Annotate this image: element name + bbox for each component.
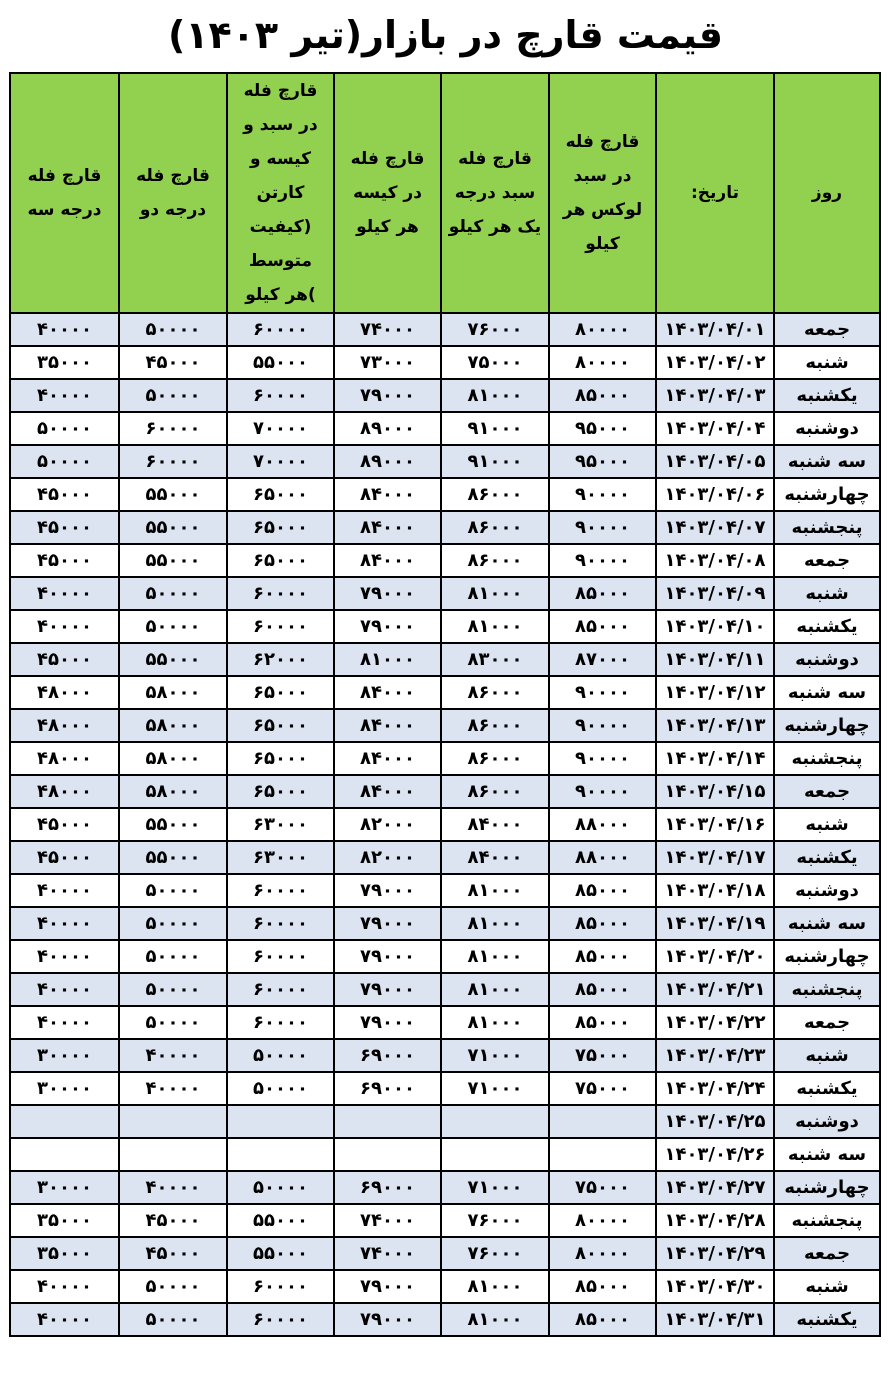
cell-lux: ۸۵۰۰۰ (549, 610, 656, 643)
cell-date: ۱۴۰۳/۰۴/۱۴ (656, 742, 774, 775)
cell-bag: ۸۴۰۰۰ (334, 544, 441, 577)
cell-grade2: ۵۵۰۰۰ (119, 511, 227, 544)
cell-grade3: ۴۰۰۰۰ (10, 1270, 119, 1303)
cell-day: سه شنبه (774, 1138, 880, 1171)
cell-date: ۱۴۰۳/۰۴/۲۴ (656, 1072, 774, 1105)
cell-grade1: ۸۱۰۰۰ (441, 577, 549, 610)
cell-grade2: ۶۰۰۰۰ (119, 412, 227, 445)
cell-date: ۱۴۰۳/۰۴/۲۳ (656, 1039, 774, 1072)
table-row (10, 1204, 880, 1237)
cell-bag: ۷۹۰۰۰ (334, 1006, 441, 1039)
cell-date: ۱۴۰۳/۰۴/۲۹ (656, 1237, 774, 1270)
cell-grade1: ۸۱۰۰۰ (441, 973, 549, 1006)
cell-lux: ۸۰۰۰۰ (549, 1204, 656, 1237)
cell-grade1: ۸۴۰۰۰ (441, 841, 549, 874)
cell-day: پنجشنبه (774, 511, 880, 544)
cell-grade1: ۸۱۰۰۰ (441, 1270, 549, 1303)
cell-bag (334, 1138, 441, 1171)
cell-grade1: ۸۱۰۰۰ (441, 940, 549, 973)
cell-date: ۱۴۰۳/۰۴/۲۵ (656, 1105, 774, 1138)
table-row (10, 742, 880, 775)
cell-lux: ۸۸۰۰۰ (549, 841, 656, 874)
cell-lux: ۸۰۰۰۰ (549, 313, 656, 346)
cell-grade3 (10, 1105, 119, 1138)
cell-day: دوشنبه (774, 643, 880, 676)
cell-grade2: ۵۵۰۰۰ (119, 643, 227, 676)
cell-carton: ۵۵۰۰۰ (227, 346, 334, 379)
table-row (10, 379, 880, 412)
cell-carton: ۶۵۰۰۰ (227, 709, 334, 742)
header-bag: قارچ فله در کیسه هر کیلو (334, 73, 441, 313)
table-row (10, 577, 880, 610)
cell-lux: ۸۵۰۰۰ (549, 907, 656, 940)
cell-day: پنجشنبه (774, 973, 880, 1006)
cell-bag: ۸۴۰۰۰ (334, 511, 441, 544)
cell-grade3 (10, 1138, 119, 1171)
cell-lux: ۹۰۰۰۰ (549, 775, 656, 808)
cell-bag: ۸۴۰۰۰ (334, 742, 441, 775)
cell-grade3: ۴۰۰۰۰ (10, 907, 119, 940)
cell-date: ۱۴۰۳/۰۴/۲۲ (656, 1006, 774, 1039)
cell-grade2 (119, 1105, 227, 1138)
cell-date: ۱۴۰۳/۰۴/۲۰ (656, 940, 774, 973)
cell-carton: ۶۳۰۰۰ (227, 841, 334, 874)
cell-grade2: ۵۰۰۰۰ (119, 379, 227, 412)
header-grade2: قارچ فله درجه دو (119, 73, 227, 313)
cell-grade1: ۹۱۰۰۰ (441, 412, 549, 445)
cell-carton: ۶۰۰۰۰ (227, 1270, 334, 1303)
cell-lux: ۹۰۰۰۰ (549, 544, 656, 577)
cell-date: ۱۴۰۳/۰۴/۰۳ (656, 379, 774, 412)
cell-bag: ۸۱۰۰۰ (334, 643, 441, 676)
cell-date: ۱۴۰۳/۰۴/۲۱ (656, 973, 774, 1006)
cell-carton: ۶۵۰۰۰ (227, 676, 334, 709)
cell-grade1: ۸۳۰۰۰ (441, 643, 549, 676)
cell-bag: ۷۹۰۰۰ (334, 940, 441, 973)
cell-day: دوشنبه (774, 1105, 880, 1138)
cell-carton: ۶۰۰۰۰ (227, 610, 334, 643)
cell-grade1: ۹۱۰۰۰ (441, 445, 549, 478)
cell-lux: ۸۵۰۰۰ (549, 577, 656, 610)
table-row (10, 610, 880, 643)
table-row (10, 346, 880, 379)
cell-lux: ۸۸۰۰۰ (549, 808, 656, 841)
cell-day: شنبه (774, 808, 880, 841)
cell-carton: ۶۳۰۰۰ (227, 808, 334, 841)
cell-date: ۱۴۰۳/۰۴/۲۷ (656, 1171, 774, 1204)
cell-grade2: ۵۰۰۰۰ (119, 874, 227, 907)
cell-date: ۱۴۰۳/۰۴/۱۹ (656, 907, 774, 940)
table-row (10, 973, 880, 1006)
cell-lux: ۷۵۰۰۰ (549, 1072, 656, 1105)
cell-grade3: ۴۵۰۰۰ (10, 511, 119, 544)
cell-lux: ۹۰۰۰۰ (549, 511, 656, 544)
cell-grade1 (441, 1138, 549, 1171)
cell-grade3: ۴۸۰۰۰ (10, 742, 119, 775)
cell-bag: ۸۴۰۰۰ (334, 478, 441, 511)
cell-bag: ۷۹۰۰۰ (334, 1303, 441, 1336)
cell-lux: ۹۵۰۰۰ (549, 412, 656, 445)
cell-date: ۱۴۰۳/۰۴/۳۱ (656, 1303, 774, 1336)
table-header-row (10, 73, 880, 313)
cell-grade1: ۷۱۰۰۰ (441, 1039, 549, 1072)
header-day: روز (774, 73, 880, 313)
cell-grade3: ۴۰۰۰۰ (10, 610, 119, 643)
cell-grade2: ۴۰۰۰۰ (119, 1171, 227, 1204)
cell-day: چهارشنبه (774, 1171, 880, 1204)
cell-grade2: ۵۰۰۰۰ (119, 973, 227, 1006)
cell-grade1: ۸۶۰۰۰ (441, 544, 549, 577)
cell-grade3: ۴۸۰۰۰ (10, 775, 119, 808)
cell-day: جمعه (774, 1237, 880, 1270)
table-row (10, 907, 880, 940)
cell-day: یکشنبه (774, 1072, 880, 1105)
price-table (9, 72, 881, 1337)
cell-day: سه شنبه (774, 907, 880, 940)
cell-grade2: ۴۰۰۰۰ (119, 1072, 227, 1105)
cell-grade2: ۶۰۰۰۰ (119, 445, 227, 478)
cell-carton: ۶۰۰۰۰ (227, 1303, 334, 1336)
cell-grade2: ۵۰۰۰۰ (119, 1303, 227, 1336)
cell-grade3: ۳۵۰۰۰ (10, 346, 119, 379)
cell-date: ۱۴۰۳/۰۴/۰۲ (656, 346, 774, 379)
table-row (10, 1237, 880, 1270)
cell-bag: ۸۹۰۰۰ (334, 412, 441, 445)
table-row (10, 313, 880, 346)
cell-grade2: ۵۵۰۰۰ (119, 478, 227, 511)
cell-date: ۱۴۰۳/۰۴/۰۹ (656, 577, 774, 610)
cell-grade1: ۸۶۰۰۰ (441, 511, 549, 544)
table-row (10, 643, 880, 676)
cell-grade1: ۷۱۰۰۰ (441, 1072, 549, 1105)
cell-carton: ۵۰۰۰۰ (227, 1072, 334, 1105)
cell-bag: ۶۹۰۰۰ (334, 1039, 441, 1072)
cell-bag: ۷۴۰۰۰ (334, 313, 441, 346)
cell-bag: ۷۹۰۰۰ (334, 1270, 441, 1303)
cell-date: ۱۴۰۳/۰۴/۰۴ (656, 412, 774, 445)
cell-bag: ۶۹۰۰۰ (334, 1072, 441, 1105)
cell-grade1: ۸۱۰۰۰ (441, 610, 549, 643)
table-row (10, 1072, 880, 1105)
cell-bag: ۷۹۰۰۰ (334, 577, 441, 610)
cell-bag (334, 1105, 441, 1138)
cell-bag: ۷۹۰۰۰ (334, 973, 441, 1006)
cell-date: ۱۴۰۳/۰۴/۰۶ (656, 478, 774, 511)
cell-day: یکشنبه (774, 379, 880, 412)
table-row (10, 874, 880, 907)
cell-date: ۱۴۰۳/۰۴/۲۸ (656, 1204, 774, 1237)
cell-bag: ۷۴۰۰۰ (334, 1204, 441, 1237)
cell-grade2: ۵۵۰۰۰ (119, 808, 227, 841)
cell-carton: ۶۰۰۰۰ (227, 973, 334, 1006)
cell-date: ۱۴۰۳/۰۴/۰۸ (656, 544, 774, 577)
cell-day: شنبه (774, 346, 880, 379)
cell-grade3: ۴۵۰۰۰ (10, 643, 119, 676)
cell-carton: ۶۰۰۰۰ (227, 874, 334, 907)
cell-grade3: ۴۰۰۰۰ (10, 940, 119, 973)
cell-carton: ۶۰۰۰۰ (227, 577, 334, 610)
table-row (10, 511, 880, 544)
table-row (10, 544, 880, 577)
cell-grade3: ۴۵۰۰۰ (10, 841, 119, 874)
cell-grade3: ۵۰۰۰۰ (10, 412, 119, 445)
cell-grade2: ۵۰۰۰۰ (119, 940, 227, 973)
cell-grade1: ۷۵۰۰۰ (441, 346, 549, 379)
cell-bag: ۷۹۰۰۰ (334, 610, 441, 643)
cell-date: ۱۴۰۳/۰۴/۲۶ (656, 1138, 774, 1171)
cell-grade3: ۴۰۰۰۰ (10, 973, 119, 1006)
cell-carton: ۶۵۰۰۰ (227, 511, 334, 544)
cell-lux: ۸۵۰۰۰ (549, 1303, 656, 1336)
cell-grade2: ۵۸۰۰۰ (119, 742, 227, 775)
cell-carton: ۶۰۰۰۰ (227, 379, 334, 412)
cell-grade1: ۸۶۰۰۰ (441, 709, 549, 742)
cell-grade2: ۵۸۰۰۰ (119, 775, 227, 808)
cell-day: یکشنبه (774, 841, 880, 874)
table-row (10, 709, 880, 742)
cell-carton: ۶۰۰۰۰ (227, 907, 334, 940)
cell-grade1: ۷۱۰۰۰ (441, 1171, 549, 1204)
cell-grade3: ۴۰۰۰۰ (10, 1006, 119, 1039)
cell-day: یکشنبه (774, 1303, 880, 1336)
cell-date: ۱۴۰۳/۰۴/۰۵ (656, 445, 774, 478)
cell-lux: ۷۵۰۰۰ (549, 1171, 656, 1204)
cell-grade1: ۸۱۰۰۰ (441, 874, 549, 907)
cell-day: پنجشنبه (774, 742, 880, 775)
cell-date: ۱۴۰۳/۰۴/۰۱ (656, 313, 774, 346)
cell-bag: ۸۴۰۰۰ (334, 676, 441, 709)
cell-date: ۱۴۰۳/۰۴/۳۰ (656, 1270, 774, 1303)
cell-carton: ۶۲۰۰۰ (227, 643, 334, 676)
cell-carton (227, 1138, 334, 1171)
cell-day: شنبه (774, 1039, 880, 1072)
table-row (10, 808, 880, 841)
cell-carton: ۶۵۰۰۰ (227, 544, 334, 577)
header-lux: قارچ فله در سبد لوکس هر کیلو (549, 73, 656, 313)
cell-date: ۱۴۰۳/۰۴/۱۱ (656, 643, 774, 676)
cell-grade2: ۵۵۰۰۰ (119, 841, 227, 874)
cell-lux: ۹۰۰۰۰ (549, 478, 656, 511)
header-date: تاریخ: (656, 73, 774, 313)
cell-grade1: ۷۶۰۰۰ (441, 1204, 549, 1237)
table-row (10, 1006, 880, 1039)
cell-lux: ۸۵۰۰۰ (549, 940, 656, 973)
cell-bag: ۷۴۰۰۰ (334, 1237, 441, 1270)
cell-date: ۱۴۰۳/۰۴/۱۰ (656, 610, 774, 643)
cell-grade3: ۴۵۰۰۰ (10, 544, 119, 577)
cell-grade1: ۸۶۰۰۰ (441, 676, 549, 709)
cell-bag: ۶۹۰۰۰ (334, 1171, 441, 1204)
cell-lux: ۹۵۰۰۰ (549, 445, 656, 478)
cell-grade2: ۴۵۰۰۰ (119, 1237, 227, 1270)
cell-date: ۱۴۰۳/۰۴/۱۷ (656, 841, 774, 874)
cell-day: جمعه (774, 775, 880, 808)
table-row (10, 676, 880, 709)
page-title: قیمت قارچ در بازار(تیر ۱۴۰۳) (167, 13, 724, 57)
cell-grade3: ۴۵۰۰۰ (10, 808, 119, 841)
cell-lux: ۸۰۰۰۰ (549, 1237, 656, 1270)
cell-lux: ۸۷۰۰۰ (549, 643, 656, 676)
table-body (10, 313, 880, 1336)
cell-grade3: ۴۰۰۰۰ (10, 379, 119, 412)
cell-grade2: ۵۸۰۰۰ (119, 709, 227, 742)
cell-grade3: ۳۰۰۰۰ (10, 1171, 119, 1204)
cell-day: یکشنبه (774, 610, 880, 643)
cell-carton: ۶۰۰۰۰ (227, 1006, 334, 1039)
cell-carton: ۶۰۰۰۰ (227, 940, 334, 973)
cell-bag: ۸۲۰۰۰ (334, 841, 441, 874)
cell-day: جمعه (774, 313, 880, 346)
table-row (10, 841, 880, 874)
cell-grade1: ۷۶۰۰۰ (441, 1237, 549, 1270)
cell-grade3: ۳۵۰۰۰ (10, 1237, 119, 1270)
header-carton: قارچ فله در سبد و کیسه و کارتن (کیفیت متوسط )هر کیلو (227, 73, 334, 313)
cell-lux: ۷۵۰۰۰ (549, 1039, 656, 1072)
cell-grade2: ۵۵۰۰۰ (119, 544, 227, 577)
cell-grade3: ۴۰۰۰۰ (10, 313, 119, 346)
cell-day: سه شنبه (774, 445, 880, 478)
cell-grade3: ۳۰۰۰۰ (10, 1039, 119, 1072)
cell-grade2: ۴۰۰۰۰ (119, 1039, 227, 1072)
cell-date: ۱۴۰۳/۰۴/۱۳ (656, 709, 774, 742)
cell-carton (227, 1105, 334, 1138)
cell-carton: ۷۰۰۰۰ (227, 412, 334, 445)
cell-date: ۱۴۰۳/۰۴/۱۸ (656, 874, 774, 907)
cell-grade1: ۷۶۰۰۰ (441, 313, 549, 346)
cell-date: ۱۴۰۳/۰۴/۰۷ (656, 511, 774, 544)
cell-bag: ۷۹۰۰۰ (334, 907, 441, 940)
table-row (10, 1105, 880, 1138)
cell-carton: ۵۰۰۰۰ (227, 1171, 334, 1204)
cell-bag: ۸۲۰۰۰ (334, 808, 441, 841)
cell-grade1 (441, 1105, 549, 1138)
cell-grade3: ۳۰۰۰۰ (10, 1072, 119, 1105)
cell-carton: ۵۵۰۰۰ (227, 1204, 334, 1237)
cell-day: چهارشنبه (774, 940, 880, 973)
cell-grade1: ۸۶۰۰۰ (441, 775, 549, 808)
cell-grade3: ۴۰۰۰۰ (10, 874, 119, 907)
cell-grade1: ۸۱۰۰۰ (441, 379, 549, 412)
cell-bag: ۸۴۰۰۰ (334, 709, 441, 742)
cell-lux: ۹۰۰۰۰ (549, 676, 656, 709)
cell-date: ۱۴۰۳/۰۴/۱۵ (656, 775, 774, 808)
cell-lux: ۸۵۰۰۰ (549, 1006, 656, 1039)
cell-grade1: ۸۶۰۰۰ (441, 478, 549, 511)
table-row (10, 445, 880, 478)
cell-day: سه شنبه (774, 676, 880, 709)
cell-bag: ۷۳۰۰۰ (334, 346, 441, 379)
cell-grade3: ۴۸۰۰۰ (10, 709, 119, 742)
cell-lux: ۸۰۰۰۰ (549, 346, 656, 379)
cell-bag: ۸۴۰۰۰ (334, 775, 441, 808)
table-row (10, 775, 880, 808)
cell-grade1: ۸۱۰۰۰ (441, 1303, 549, 1336)
cell-grade2 (119, 1138, 227, 1171)
cell-grade2: ۵۰۰۰۰ (119, 313, 227, 346)
cell-lux: ۹۰۰۰۰ (549, 742, 656, 775)
cell-grade2: ۵۰۰۰۰ (119, 907, 227, 940)
cell-lux: ۹۰۰۰۰ (549, 709, 656, 742)
cell-grade3: ۳۵۰۰۰ (10, 1204, 119, 1237)
cell-carton: ۶۵۰۰۰ (227, 742, 334, 775)
cell-bag: ۷۹۰۰۰ (334, 379, 441, 412)
cell-bag: ۸۹۰۰۰ (334, 445, 441, 478)
table-row (10, 1171, 880, 1204)
cell-bag: ۷۹۰۰۰ (334, 874, 441, 907)
cell-lux (549, 1138, 656, 1171)
cell-grade1: ۸۴۰۰۰ (441, 808, 549, 841)
cell-day: شنبه (774, 1270, 880, 1303)
cell-lux: ۸۵۰۰۰ (549, 1270, 656, 1303)
cell-grade2: ۴۵۰۰۰ (119, 346, 227, 379)
cell-carton: ۶۵۰۰۰ (227, 478, 334, 511)
table-row (10, 1270, 880, 1303)
cell-carton: ۷۰۰۰۰ (227, 445, 334, 478)
table-row (10, 412, 880, 445)
header-grade1: قارچ فله سبد درجه یک هر کیلو (441, 73, 549, 313)
table-row (10, 940, 880, 973)
cell-grade3: ۴۰۰۰۰ (10, 577, 119, 610)
cell-carton: ۵۵۰۰۰ (227, 1237, 334, 1270)
table-row (10, 1303, 880, 1336)
cell-lux (549, 1105, 656, 1138)
cell-grade3: ۴۵۰۰۰ (10, 478, 119, 511)
cell-day: جمعه (774, 1006, 880, 1039)
cell-grade2: ۵۰۰۰۰ (119, 577, 227, 610)
cell-day: شنبه (774, 577, 880, 610)
table-row (10, 478, 880, 511)
cell-grade1: ۸۶۰۰۰ (441, 742, 549, 775)
cell-day: دوشنبه (774, 412, 880, 445)
cell-grade3: ۵۰۰۰۰ (10, 445, 119, 478)
cell-grade2: ۵۰۰۰۰ (119, 610, 227, 643)
cell-grade3: ۴۸۰۰۰ (10, 676, 119, 709)
cell-carton: ۶۰۰۰۰ (227, 313, 334, 346)
cell-grade2: ۵۰۰۰۰ (119, 1270, 227, 1303)
table-row (10, 1138, 880, 1171)
cell-grade3: ۴۰۰۰۰ (10, 1303, 119, 1336)
cell-grade1: ۸۱۰۰۰ (441, 1006, 549, 1039)
cell-lux: ۸۵۰۰۰ (549, 874, 656, 907)
cell-grade2: ۴۵۰۰۰ (119, 1204, 227, 1237)
cell-grade2: ۵۸۰۰۰ (119, 676, 227, 709)
cell-grade2: ۵۰۰۰۰ (119, 1006, 227, 1039)
cell-lux: ۸۵۰۰۰ (549, 379, 656, 412)
cell-date: ۱۴۰۳/۰۴/۱۶ (656, 808, 774, 841)
cell-carton: ۵۰۰۰۰ (227, 1039, 334, 1072)
cell-day: پنجشنبه (774, 1204, 880, 1237)
cell-carton: ۶۵۰۰۰ (227, 775, 334, 808)
table-row (10, 1039, 880, 1072)
cell-day: جمعه (774, 544, 880, 577)
cell-date: ۱۴۰۳/۰۴/۱۲ (656, 676, 774, 709)
cell-day: چهارشنبه (774, 709, 880, 742)
cell-grade1: ۸۱۰۰۰ (441, 907, 549, 940)
cell-lux: ۸۵۰۰۰ (549, 973, 656, 1006)
header-grade3: قارچ فله درجه سه (10, 73, 119, 313)
cell-day: دوشنبه (774, 874, 880, 907)
cell-day: چهارشنبه (774, 478, 880, 511)
